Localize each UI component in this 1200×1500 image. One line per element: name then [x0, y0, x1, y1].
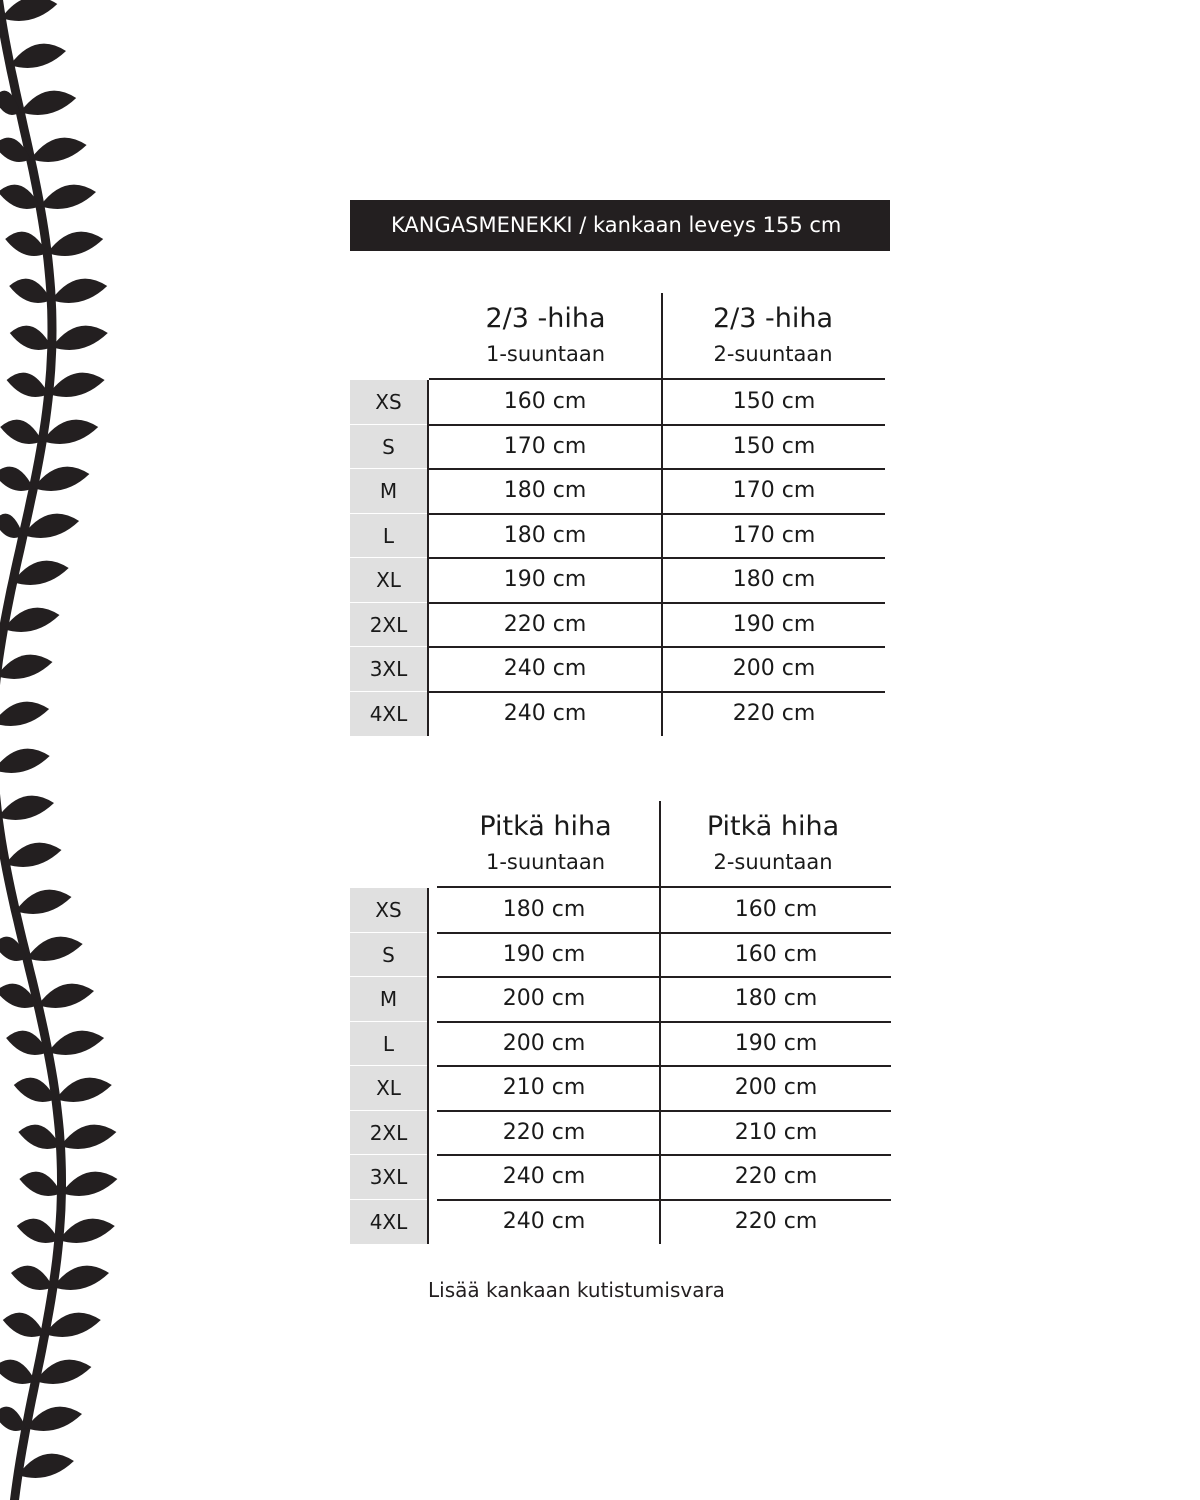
- size-cell: L: [350, 1022, 427, 1067]
- size-column-divider: [427, 380, 429, 736]
- one-direction-value: 240 cm: [503, 700, 587, 726]
- column-title: 2/3 -hiha: [485, 303, 606, 334]
- table-row: [350, 1155, 892, 1200]
- table-row: [350, 647, 892, 692]
- value-column-divider: [659, 801, 661, 1244]
- column-subtitle: 2-suuntaan: [713, 342, 833, 366]
- one-direction-value: 200 cm: [502, 1030, 586, 1056]
- table-row: [350, 1111, 892, 1156]
- one-direction-value: 180 cm: [503, 478, 587, 503]
- table-row: [350, 603, 892, 648]
- two-direction-value: 170 cm: [732, 478, 816, 503]
- column-subtitle: 1-suuntaan: [485, 342, 606, 366]
- size-cell: M: [350, 977, 427, 1022]
- one-direction-value: 240 cm: [502, 1164, 586, 1189]
- leaf-vine-icon: [0, 0, 140, 1500]
- table-row: [350, 469, 892, 514]
- table-row: [350, 692, 892, 737]
- size-cell: 2XL: [350, 1111, 427, 1156]
- size-cell: S: [350, 933, 427, 978]
- column-subtitle: 2-suuntaan: [713, 850, 833, 874]
- one-direction-value: 220 cm: [502, 1119, 586, 1145]
- fabric-table-three-quarter-sleeve: [350, 293, 892, 736]
- column-title: Pitkä hiha: [479, 811, 612, 842]
- two-direction-value: 160 cm: [734, 941, 818, 967]
- table-row: [350, 888, 892, 933]
- table-row: [350, 933, 892, 978]
- one-direction-value: 240 cm: [502, 1208, 586, 1234]
- table-row: [350, 558, 892, 603]
- fabric-table-long-sleeve: [350, 801, 892, 1244]
- table-row: [350, 1066, 892, 1111]
- two-direction-value: 180 cm: [732, 567, 816, 592]
- table-row: [350, 1022, 892, 1067]
- two-direction-value: 220 cm: [732, 700, 816, 726]
- two-direction-value: 190 cm: [734, 1030, 818, 1056]
- two-direction-value: 220 cm: [734, 1208, 818, 1234]
- two-direction-value: 170 cm: [732, 522, 816, 548]
- size-cell: 4XL: [350, 692, 427, 737]
- table-row: [350, 425, 892, 470]
- table-row: [350, 977, 892, 1022]
- size-cell: L: [350, 514, 427, 559]
- size-cell: S: [350, 425, 427, 470]
- one-direction-value: 190 cm: [503, 567, 587, 592]
- table-row: [350, 380, 892, 425]
- size-cell: XS: [350, 888, 427, 933]
- size-cell: M: [350, 469, 427, 514]
- column-header-two-directions: [662, 293, 884, 380]
- one-direction-value: 190 cm: [502, 941, 586, 967]
- one-direction-value: 200 cm: [502, 986, 586, 1011]
- size-cell: 2XL: [350, 603, 427, 648]
- size-cell: XS: [350, 380, 427, 425]
- one-direction-value: 180 cm: [502, 897, 586, 922]
- table-row: [350, 1200, 892, 1245]
- size-cell: 3XL: [350, 647, 427, 692]
- column-title: 2/3 -hiha: [712, 303, 834, 334]
- size-cell: XL: [350, 1066, 427, 1111]
- column-header-one-direction: [429, 293, 662, 380]
- value-column-divider: [661, 293, 663, 736]
- shrinkage-note: Lisää kankaan kutistumisvara: [428, 1278, 725, 1302]
- column-title: Pitkä hiha: [706, 811, 840, 842]
- one-direction-value: 160 cm: [503, 389, 587, 414]
- size-cell: XL: [350, 558, 427, 603]
- two-direction-value: 210 cm: [734, 1119, 818, 1145]
- two-direction-value: 150 cm: [732, 433, 816, 459]
- size-cell: 4XL: [350, 1200, 427, 1245]
- two-direction-value: 190 cm: [732, 611, 816, 637]
- two-direction-value: 180 cm: [734, 986, 818, 1011]
- two-direction-value: 150 cm: [732, 389, 816, 414]
- two-direction-value: 200 cm: [732, 656, 816, 681]
- table-header: [350, 293, 892, 380]
- column-header-one-direction: [429, 801, 662, 888]
- column-subtitle: 1-suuntaan: [485, 850, 606, 874]
- two-direction-value: 200 cm: [734, 1075, 818, 1100]
- two-direction-value: 220 cm: [734, 1164, 818, 1189]
- two-direction-value: 160 cm: [734, 897, 818, 922]
- table-row: [350, 514, 892, 559]
- size-column-divider: [427, 888, 429, 1244]
- one-direction-value: 180 cm: [503, 522, 587, 548]
- one-direction-value: 220 cm: [503, 611, 587, 637]
- page-title: KANGASMENEKKI / kankaan leveys 155 cm: [350, 200, 890, 251]
- one-direction-value: 240 cm: [503, 656, 587, 681]
- one-direction-value: 210 cm: [502, 1075, 586, 1100]
- column-header-two-directions: [662, 801, 884, 888]
- table-header: [350, 801, 892, 888]
- size-cell: 3XL: [350, 1155, 427, 1200]
- one-direction-value: 170 cm: [503, 433, 587, 459]
